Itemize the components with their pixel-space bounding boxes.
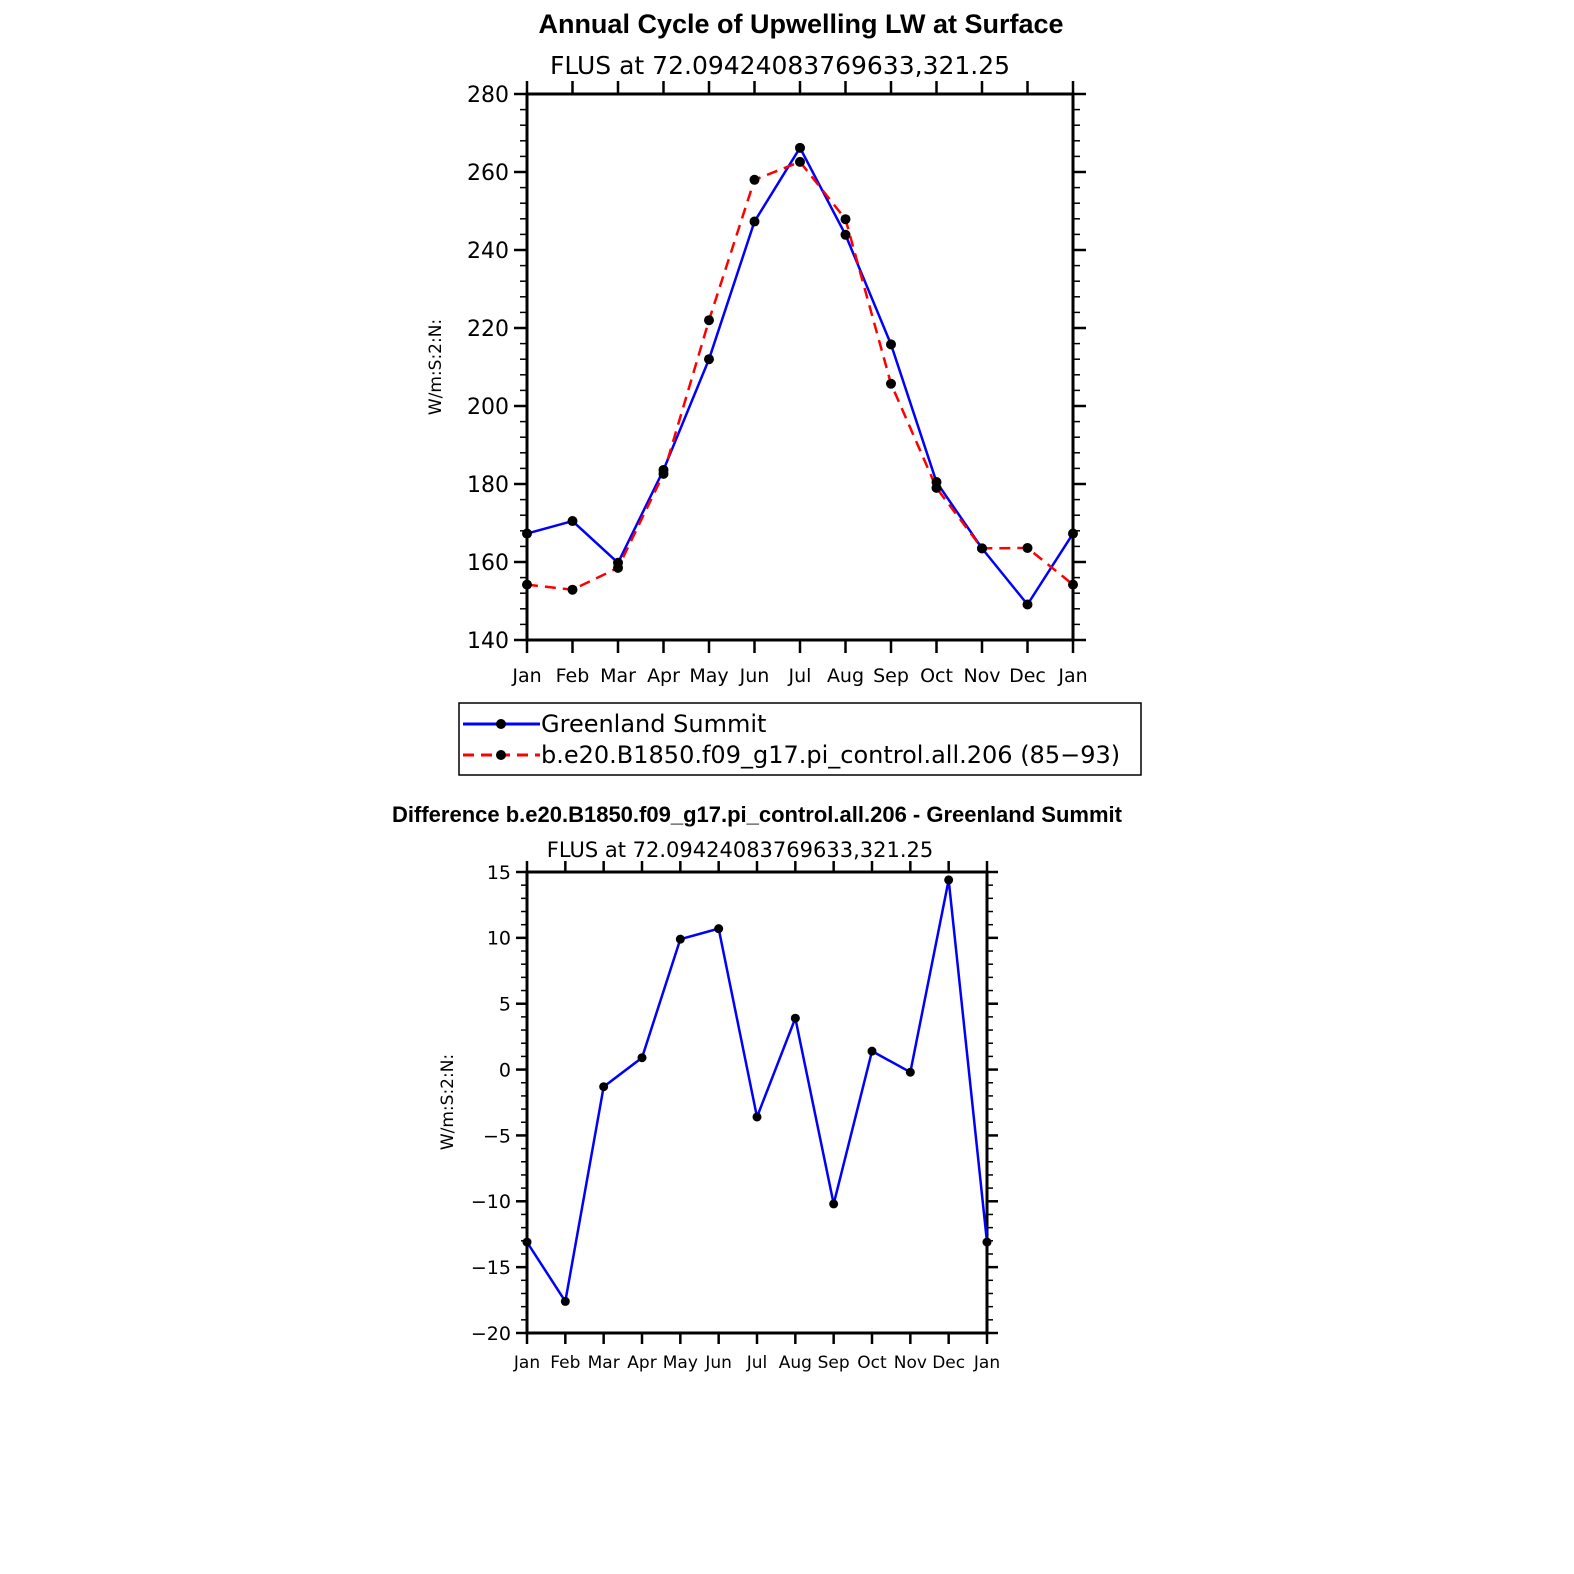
data-point	[753, 1112, 762, 1121]
data-point	[638, 1053, 647, 1062]
legend-marker-model	[496, 750, 506, 760]
y-tick-labels	[467, 83, 509, 654]
x-tick-labels	[513, 1353, 1000, 1373]
x-tick-label: Feb	[555, 665, 590, 687]
x-tick-label: Nov	[893, 1353, 927, 1373]
y-tick-label: −5	[482, 1125, 511, 1148]
y-tick-label: 180	[467, 472, 509, 498]
x-tick-label: Apr	[627, 1353, 657, 1373]
data-point	[829, 1199, 838, 1208]
tick-marks	[516, 861, 998, 1344]
legend-label-model: b.e20.B1850.f09_g17.pi_control.all.206 (85−93)	[541, 741, 1121, 769]
y-tick-label: 10	[486, 927, 511, 950]
x-tick-label: Aug	[778, 1353, 812, 1373]
data-point	[1023, 543, 1033, 553]
y-tick-label: 260	[467, 160, 509, 186]
y-axis-label: W/m:S:2:N:	[426, 318, 446, 416]
series-group	[523, 875, 992, 1305]
data-point	[841, 214, 851, 224]
x-tick-label: Jan	[1058, 665, 1088, 687]
x-tick-label: Jan	[512, 665, 542, 687]
data-point	[568, 516, 578, 526]
data-point	[599, 1082, 608, 1091]
y-tick-labels	[471, 862, 511, 1345]
data-point	[795, 157, 805, 167]
series-line-1	[527, 162, 1073, 590]
x-tick-label: May	[689, 665, 729, 687]
x-tick-label: Sep	[873, 665, 909, 687]
x-tick-label: Apr	[647, 665, 680, 687]
data-point	[704, 315, 714, 325]
legend	[459, 703, 1141, 775]
y-tick-label: 200	[467, 394, 509, 420]
data-point	[1068, 529, 1078, 539]
chart-title: Difference b.e20.B1850.f09_g17.pi_control.all.206 - Greenland Summit	[392, 802, 1122, 827]
x-tick-label: Feb	[550, 1353, 581, 1373]
data-point	[944, 875, 953, 884]
plot-frame	[527, 872, 987, 1333]
y-tick-label: 0	[498, 1059, 511, 1082]
data-point	[750, 217, 760, 227]
data-point	[613, 563, 623, 573]
x-tick-label: Sep	[817, 1353, 850, 1373]
x-tick-label: Nov	[963, 665, 1001, 687]
y-tick-label: −15	[470, 1256, 511, 1279]
y-tick-label: −20	[470, 1322, 511, 1345]
data-point	[704, 354, 714, 364]
y-tick-label: 220	[467, 316, 509, 342]
data-point	[868, 1047, 877, 1056]
y-tick-label: 240	[467, 238, 509, 264]
data-point	[983, 1238, 992, 1247]
x-tick-label: Dec	[1009, 665, 1046, 687]
data-point	[1023, 600, 1033, 610]
data-point	[750, 175, 760, 185]
series-line-0	[527, 880, 987, 1301]
y-axis-label: W/m:S:2:N:	[438, 1053, 458, 1151]
data-point	[886, 379, 896, 389]
x-tick-label: Mar	[587, 1353, 620, 1373]
data-point	[977, 543, 987, 553]
x-tick-label: May	[662, 1353, 698, 1373]
x-tick-label: Jun	[705, 1353, 732, 1373]
legend-marker-greenland	[496, 719, 506, 729]
y-tick-label: 5	[498, 993, 511, 1016]
y-tick-label: 280	[467, 82, 509, 108]
y-tick-label: 15	[486, 861, 511, 884]
chart-annual-cycle	[426, 9, 1141, 775]
y-tick-label: 160	[467, 550, 509, 576]
x-tick-label: Jan	[973, 1353, 1001, 1373]
chart-title: Annual Cycle of Upwelling LW at Surface	[538, 9, 1064, 39]
data-point	[1068, 580, 1078, 590]
chart-subtitle: FLUS at 72.09424083769633,321.25	[549, 51, 1011, 80]
series-line-0	[527, 148, 1073, 605]
x-tick-labels	[511, 665, 1087, 687]
data-point	[714, 924, 723, 933]
data-point	[841, 230, 851, 240]
series-group	[522, 143, 1078, 610]
y-tick-label: −10	[470, 1191, 511, 1214]
data-point	[561, 1297, 570, 1306]
chart-subtitle: FLUS at 72.09424083769633,321.25	[546, 838, 934, 862]
x-tick-label: Jan	[513, 1353, 541, 1373]
x-tick-label: Aug	[826, 665, 865, 687]
data-point	[676, 935, 685, 944]
data-point	[932, 483, 942, 493]
data-point	[522, 580, 532, 590]
data-point	[568, 585, 578, 595]
x-tick-label: Jul	[788, 665, 812, 687]
x-tick-label: Dec	[932, 1353, 966, 1373]
data-point	[522, 529, 532, 539]
x-tick-label: Jul	[746, 1353, 768, 1373]
legend-label-greenland: Greenland Summit	[541, 710, 767, 738]
data-point	[791, 1014, 800, 1023]
x-tick-label: Mar	[600, 665, 636, 687]
data-point	[795, 143, 805, 153]
x-tick-label: Jun	[739, 665, 770, 687]
y-tick-label: 140	[467, 628, 509, 654]
x-tick-label: Oct	[920, 665, 953, 687]
data-point	[523, 1238, 532, 1247]
x-tick-label: Oct	[857, 1353, 887, 1373]
data-point	[886, 339, 896, 349]
data-point	[906, 1068, 915, 1077]
data-point	[659, 469, 669, 479]
chart-difference	[392, 802, 1123, 1373]
